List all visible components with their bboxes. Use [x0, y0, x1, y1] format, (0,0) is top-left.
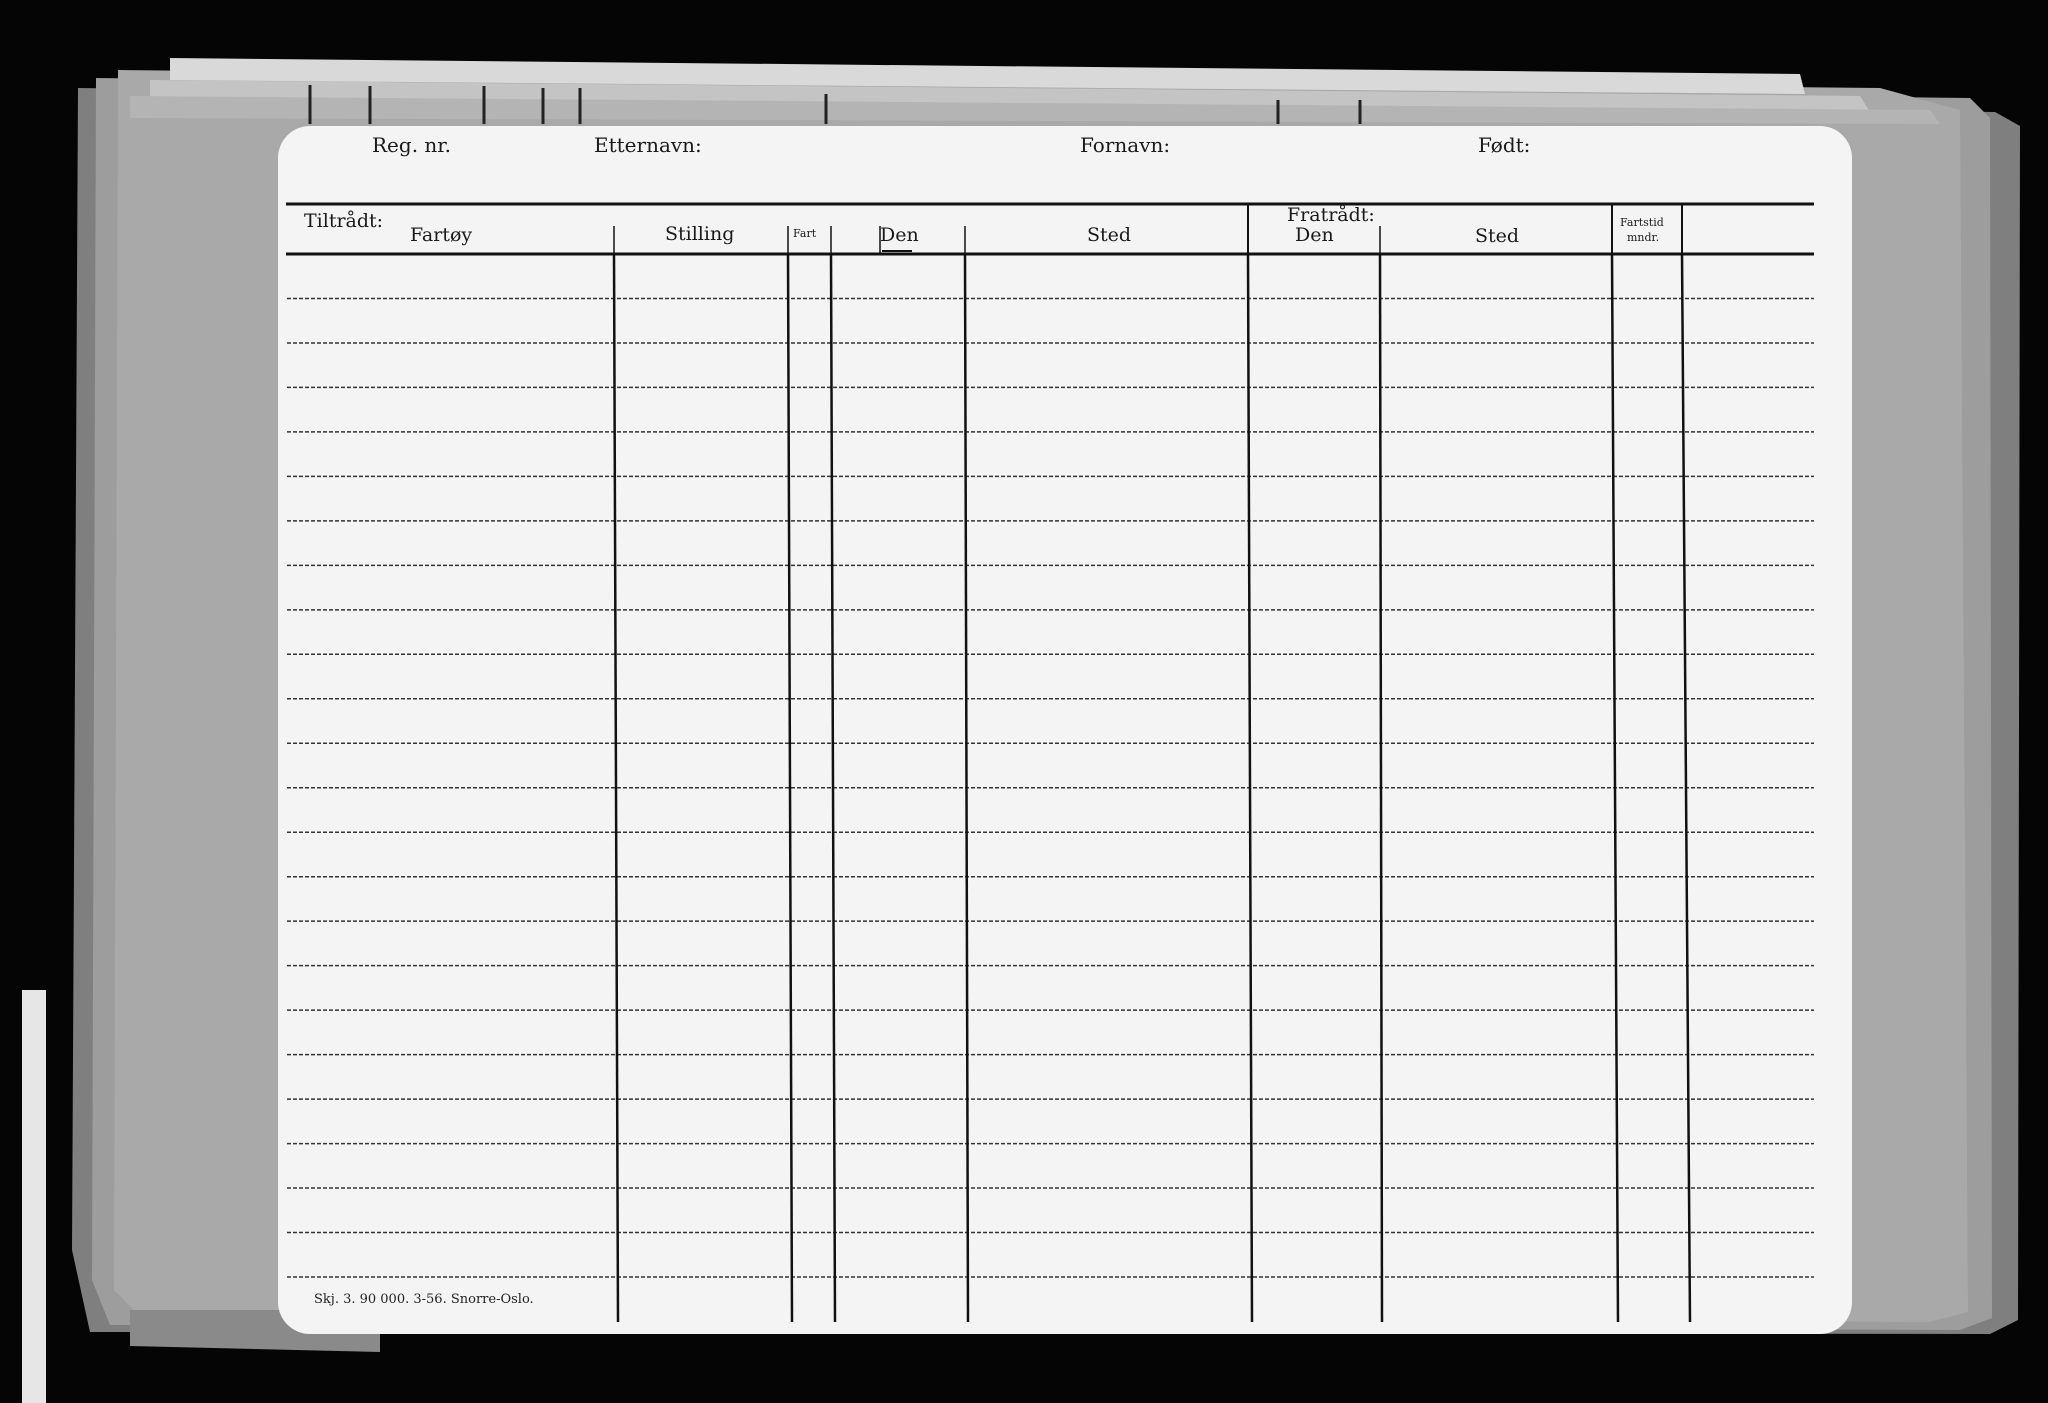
col-den: Den [880, 224, 919, 246]
etternavn-label: Etternavn: [594, 133, 702, 157]
col-stilling: Stilling [665, 223, 735, 245]
col-sted: Sted [1087, 224, 1132, 246]
table-row-lines [287, 298, 1814, 1277]
col-fratradt-sted: Sted [1475, 225, 1520, 247]
print-footer: Skj. 3. 90 000. 3-56. Snorre-Oslo. [314, 1292, 534, 1307]
fodt-label: Født: [1478, 133, 1531, 157]
col-fartoy: Fartøy [410, 224, 473, 246]
col-mndr: mndr. [1627, 231, 1660, 244]
fornavn-label: Fornavn: [1080, 133, 1171, 157]
tiltradt-label: Tiltrådt: [304, 210, 384, 232]
fratradt-label: Fratrådt: [1287, 204, 1375, 226]
col-fart: Fart [793, 227, 817, 240]
reg-nr-label: Reg. nr. [372, 133, 452, 157]
col-fartstid: Fartstid [1620, 216, 1664, 229]
col-fratradt-den: Den [1295, 224, 1334, 246]
